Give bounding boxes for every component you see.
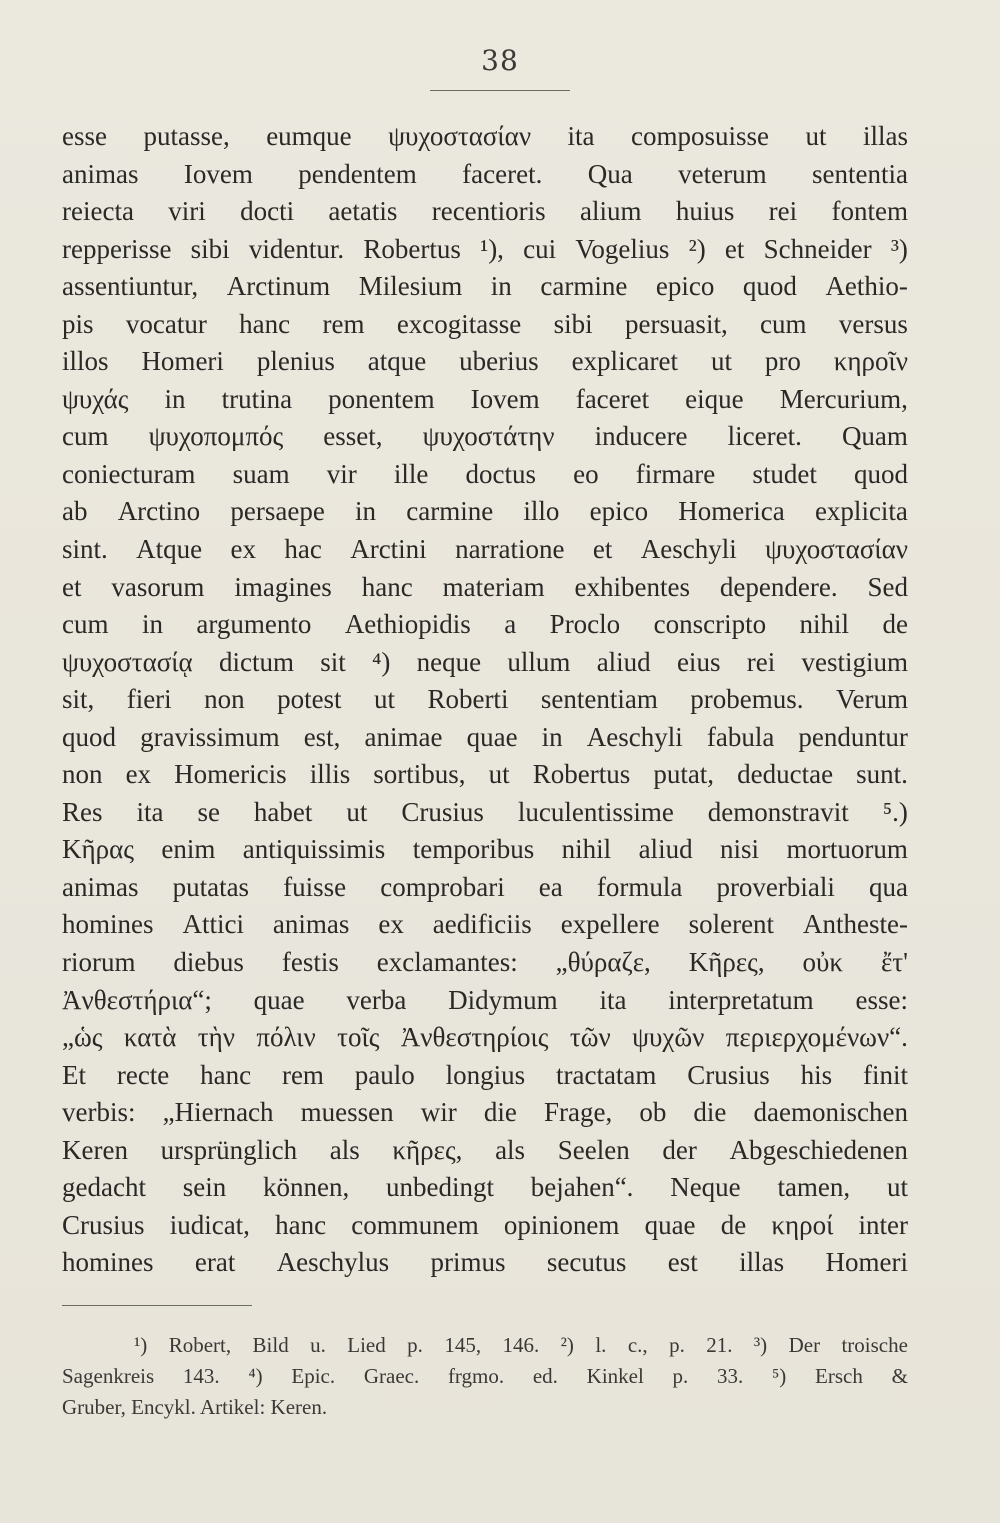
text-line: pis vocatur hanc rem excogitasse sibi persuasit, cum versus xyxy=(62,308,908,339)
footnote-line: Sagenkreis 143. ⁴) Epic. Graec. frgmo. ed. Kinkel p. 33. ⁵) Ersch & xyxy=(62,1364,908,1388)
text-line: cum ψυχοπομπός esset, ψυχοστάτην inducere liceret. Quam xyxy=(62,421,908,452)
text-line: animas Iovem pendentem faceret. Qua veterum sententia xyxy=(62,158,908,189)
text-line: illos Homeri plenius atque uberius explicaret ut pro κηροῖν xyxy=(62,346,908,377)
text-line: Ἀνθεστήρια“; quae verba Didymum ita interpretatum esse: xyxy=(62,984,908,1015)
footnote-line: ¹) Robert, Bild u. Lied p. 145, 146. ²) l. c., p. 21. ³) Der troische xyxy=(134,1333,908,1357)
text-line: sint. Atque ex hac Arctini narratione et Aeschyli ψυχοστασίαν xyxy=(62,534,908,565)
text-line: riorum diebus festis exclamantes: „θύραζε, Κῆρες, οὐκ ἔτ' xyxy=(62,947,908,978)
text-line: Κῆρας enim antiquissimis temporibus nihil aliud nisi mortuorum xyxy=(62,834,908,865)
footnote-line: Gruber, Encykl. Artikel: Keren. xyxy=(62,1395,328,1419)
text-line: ab Arctino persaepe in carmine illo epico Homerica explicita xyxy=(62,496,908,527)
page-number: 38 xyxy=(481,44,519,77)
footnote-rule xyxy=(62,1305,252,1306)
text-line: repperisse sibi videntur. Robertus ¹), cui Vogelius ²) et Schneider ³) xyxy=(62,233,908,264)
text-line: verbis: „Hiernach muessen wir die Frage, ob die daemonischen xyxy=(62,1097,908,1128)
text-line: Crusius iudicat, hanc communem opinionem quae de κηροί inter xyxy=(62,1209,908,1240)
body-text xyxy=(62,118,908,1282)
text-line: esse putasse, eumque ψυχοστασίαν ita composuisse ut illas xyxy=(62,121,908,151)
header-rule xyxy=(430,90,570,91)
text-line: „ὡς κατὰ τὴν πόλιν τοῖς Ἀνθεστηρίοις τῶν ψυχῶν περιερχομένων“. xyxy=(62,1022,908,1053)
text-line: ψυχάς in trutina ponentem Iovem faceret eique Mercurium, xyxy=(62,383,908,414)
text-line: Res ita se habet ut Crusius luculentissime demonstravit ⁵.) xyxy=(62,796,908,827)
text-line: cum in argumento Aethiopidis a Proclo conscripto nihil de xyxy=(62,609,908,640)
text-line: animas putatas fuisse comprobari ea formula proverbiali qua xyxy=(62,871,908,902)
text-line: gedacht sein können, unbedingt bejahen“. Neque tamen, ut xyxy=(62,1172,908,1203)
text-line: non ex Homericis illis sortibus, ut Robertus putat, deductae sunt. xyxy=(62,759,908,790)
text-line: sit, fieri non potest ut Roberti sententiam probemus. Verum xyxy=(62,684,908,715)
text-line: Et recte hanc rem paulo longius tractatam Crusius his finit xyxy=(62,1059,908,1090)
text-line: homines erat Aeschylus primus secutus est illas Homeri xyxy=(62,1247,908,1278)
text-line: et vasorum imagines hanc materiam exhibentes dependere. Sed xyxy=(62,571,908,602)
text-line: reiecta viri docti aetatis recentioris alium huius rei fontem xyxy=(62,196,908,227)
text-line: Keren ursprünglich als κῆρες, als Seelen der Abgeschiedenen xyxy=(62,1134,908,1165)
text-line: quod gravissimum est, animae quae in Aeschyli fabula penduntur xyxy=(62,721,908,752)
text-line: homines Attici animas ex aedificiis expellere solerent Antheste- xyxy=(62,909,908,940)
text-line: ψυχοστασίᾳ dictum sit ⁴) neque ullum aliud eius rei vestigium xyxy=(62,646,908,677)
text-line: coniecturam suam vir ille doctus eo firmare studet quod xyxy=(62,458,908,489)
footnotes xyxy=(62,1330,908,1423)
text-line: assentiuntur, Arctinum Milesium in carmine epico quod Aethio- xyxy=(62,271,908,302)
